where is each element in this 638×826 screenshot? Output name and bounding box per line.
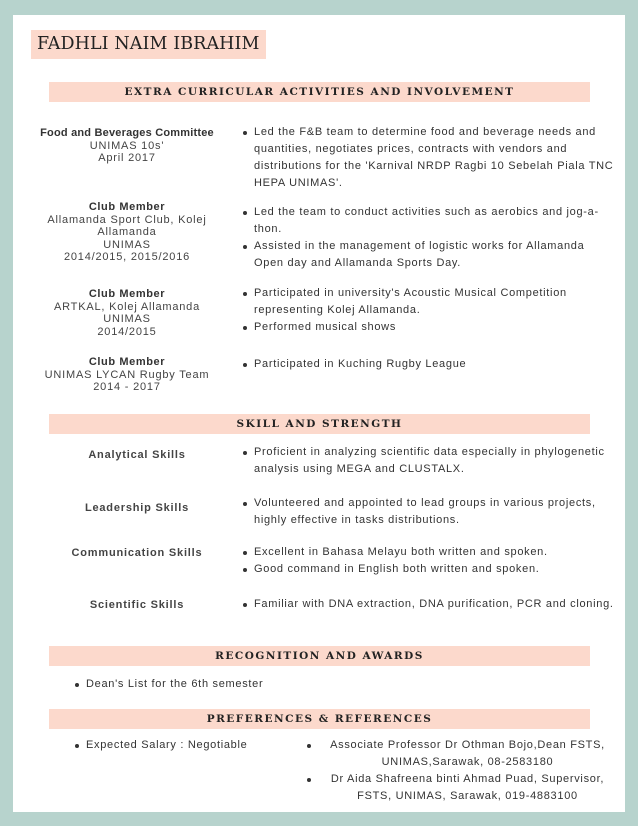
activity-entry: [27, 356, 227, 394]
activity-entry: [27, 201, 227, 264]
activity-detail: UNIMAS: [103, 238, 151, 251]
section-header-skill: SKILL AND STRENGTH: [49, 414, 590, 434]
skill-bullets: [241, 544, 617, 578]
skill-name: Scientific Skills: [89, 599, 185, 611]
activity-entry: [27, 127, 227, 165]
candidate-name: FADHLI NAIM IBRAHIM: [31, 30, 266, 59]
references-list: [305, 737, 617, 805]
skill-bullets: [241, 444, 617, 478]
list-item: Familiar with DNA extraction, DNA purification, PCR and cloning.: [241, 596, 617, 613]
activity-role: Club Member: [88, 288, 166, 300]
list-item: Good command in English both written and spoken.: [241, 561, 617, 578]
list-item: Led the F&B team to determine food and beverage needs and quantities, negotiates prices, contracts with vendors and distributions for the 'Karnival NRDP Ragbi 10 Sebelah Piala TNC HEPA UNIMAS'.: [241, 124, 617, 192]
activity-entry: [27, 288, 227, 338]
section-header-recognition: RECOGNITION AND AWARDS: [49, 646, 590, 666]
skill-name: Analytical Skills: [88, 449, 186, 461]
activity-role: Club Member: [88, 356, 166, 368]
activity-bullets: [241, 356, 617, 373]
list-item: Proficient in analyzing scientific data especially in phylogenetic analysis using MEGA and CLUSTALX.: [241, 444, 617, 478]
section-header-preferences: PREFERENCES & REFERENCES: [49, 709, 590, 729]
list-item: Associate Professor Dr Othman Bojo,Dean FSTS, UNIMAS,Sarawak, 08-2583180: [305, 737, 617, 771]
activity-detail: ARTKAL, Kolej Allamanda: [54, 300, 200, 313]
preferences-list: [73, 737, 293, 754]
skill-bullets: [241, 495, 617, 529]
list-item: Performed musical shows: [241, 319, 617, 336]
list-item: Participated in Kuching Rugby League: [241, 356, 617, 373]
awards-list: [73, 676, 573, 693]
activity-detail: UNIMAS: [103, 313, 151, 325]
list-item: Dr Aida Shafreena binti Ahmad Puad, Supervisor, FSTS, UNIMAS, Sarawak, 019-4883100: [305, 771, 617, 805]
section-header-extra-curricular: EXTRA CURRICULAR ACTIVITIES AND INVOLVEMENT: [49, 82, 590, 102]
list-item: Participated in university's Acoustic Musical Competition representing Kolej Allamanda.: [241, 285, 617, 319]
list-item: Expected Salary : Negotiable: [73, 737, 293, 754]
activity-detail: 2014/2015: [97, 325, 157, 338]
skill-bullets: [241, 596, 617, 613]
list-item: Excellent in Bahasa Melayu both written and spoken.: [241, 544, 617, 561]
resume-page: [13, 15, 625, 812]
list-item: Volunteered and appointed to lead groups in various projects, highly effective in tasks distributions.: [241, 495, 617, 529]
list-item: Led the team to conduct activities such as aerobics and jog-a-thon.: [241, 204, 617, 238]
activity-detail: 2014 - 2017: [93, 381, 161, 393]
activity-role: Club Member: [88, 201, 166, 213]
activity-bullets: [241, 124, 617, 192]
activity-detail: UNIMAS 10s': [89, 139, 165, 152]
activity-detail: Allamanda Sport Club, Kolej Allamanda: [47, 213, 207, 238]
skill-name: Communication Skills: [71, 547, 203, 559]
activity-detail: 2014/2015, 2015/2016: [63, 251, 191, 263]
activity-bullets: [241, 285, 617, 336]
activity-bullets: [241, 204, 617, 272]
list-item: Assisted in the management of logistic works for Allamanda Open day and Allamanda Sports Day.: [241, 238, 617, 272]
activity-detail: UNIMAS LYCAN Rugby Team: [44, 368, 210, 381]
skill-name: Leadership Skills: [84, 502, 190, 514]
activity-role: Food and Beverages Committee: [40, 127, 214, 139]
list-item: Dean's List for the 6th semester: [73, 676, 573, 693]
activity-detail: April 2017: [98, 152, 156, 164]
